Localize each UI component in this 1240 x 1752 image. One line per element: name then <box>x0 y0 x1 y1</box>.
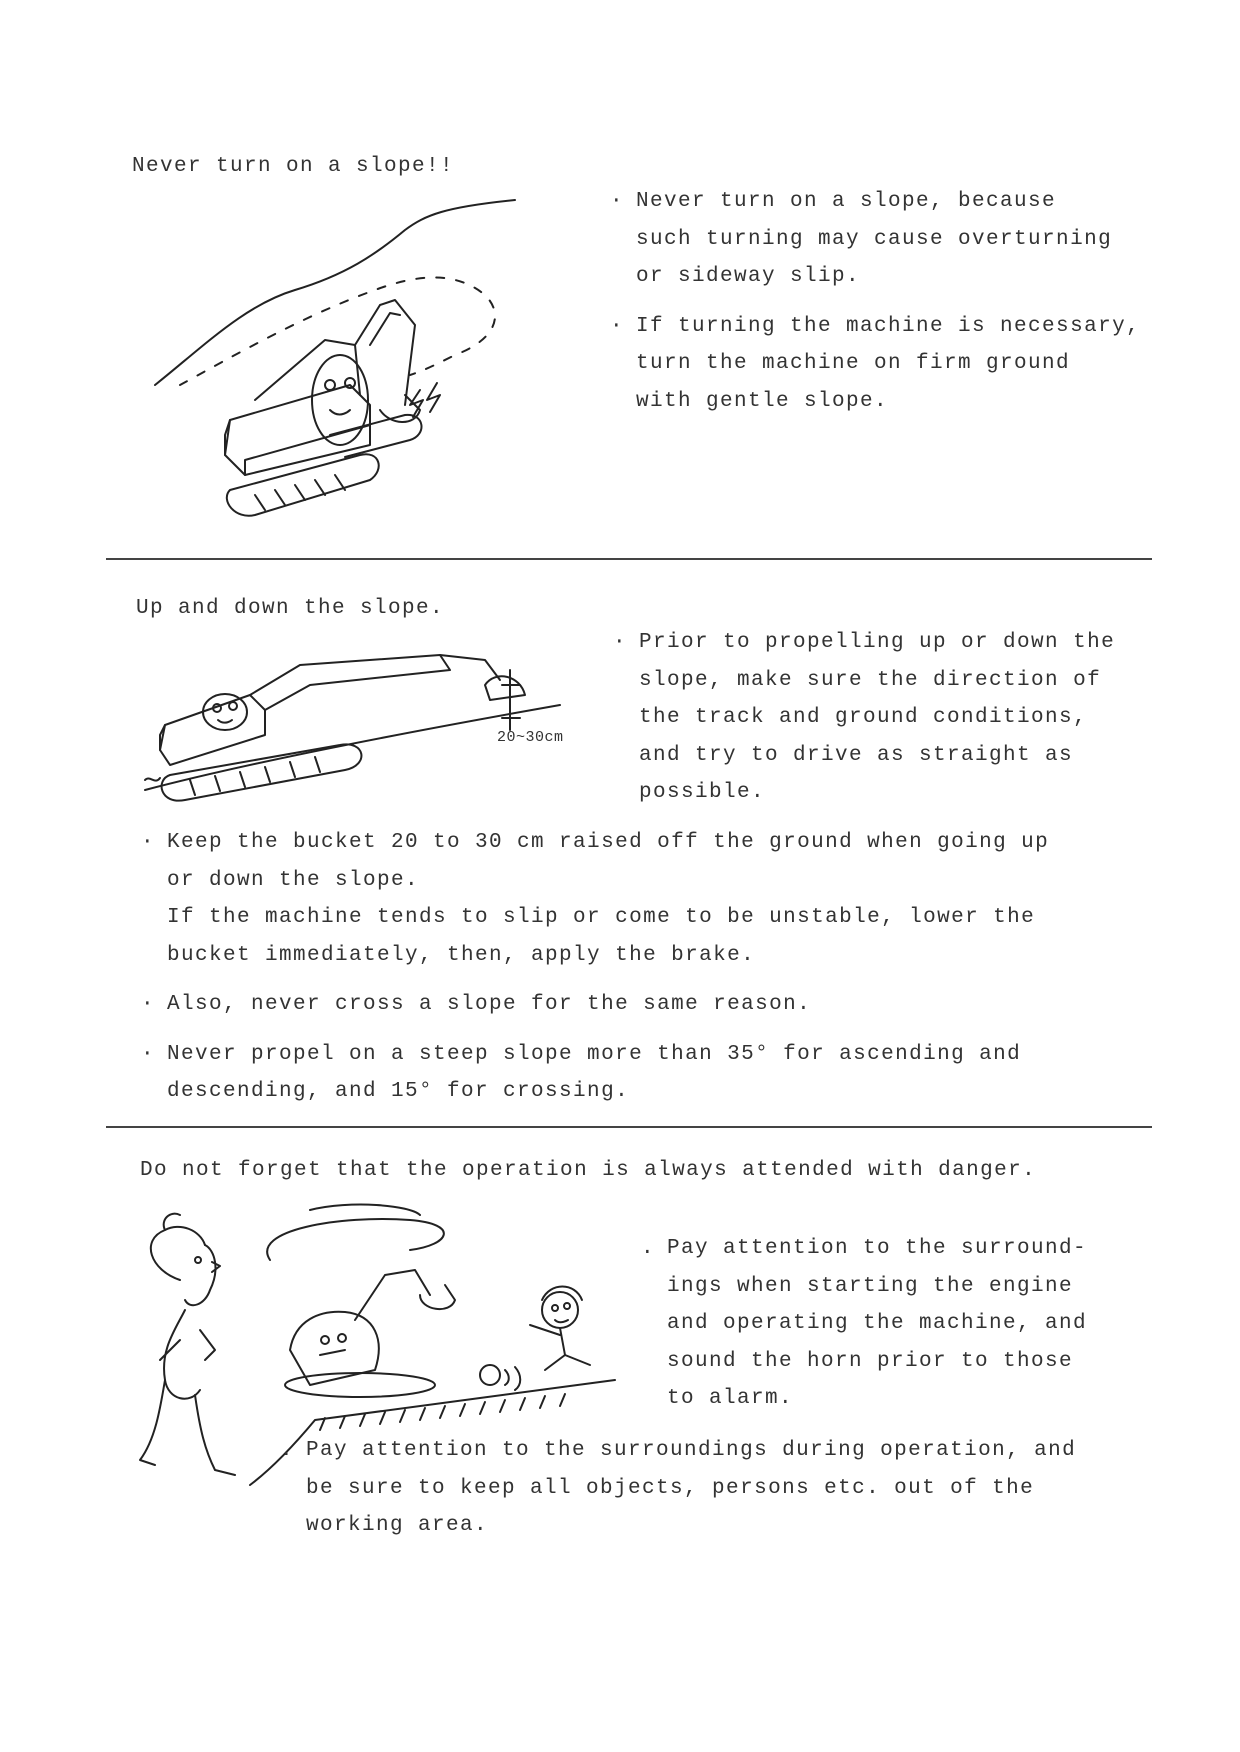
bullet-text: Keep the bucket 20 to 30 cm raised off the ground when going up or down the slope. If the machine tends to slip or come to be unstable, lower the bucket immediately, then, apply the brake. <box>167 831 1050 967</box>
running-woman <box>140 1214 235 1475</box>
bullet-text: Also, never cross a slope for the same reason. <box>167 993 812 1016</box>
section3-title: Do not forget that the operation is always attended with danger. <box>140 1159 1037 1182</box>
section-divider <box>106 1126 1152 1128</box>
bullet-text: Prior to propelling up or down the slope, make sure the direction of the track and ground conditions, and try to drive as straight as possible. <box>639 631 1116 804</box>
section2-bullets <box>141 824 1207 1123</box>
bullet-symbol: · <box>141 1042 156 1066</box>
bullet-item <box>613 624 1199 812</box>
bullet-symbol: · <box>141 993 156 1016</box>
bullet-symbol: · <box>613 631 628 654</box>
bullet-text: If turning the machine is necessary, turn the machine on firm ground with gentle slope. <box>636 314 1141 413</box>
bullet-item <box>610 308 1196 421</box>
excavator-slope-illustration <box>140 640 600 800</box>
bullet-symbol: . <box>280 1439 295 1462</box>
bullet-text: Never turn on a slope, because such turning may cause overturning or sideway slip. <box>636 190 1113 288</box>
bullet-text: Pay attention to the surround- ings when starting the engine and operating the machine, and sound the horn prior to those to alarm. <box>667 1237 1088 1410</box>
bullet-symbol: · <box>610 314 625 338</box>
excavator-turning-illustration <box>145 195 545 525</box>
bullet-item <box>641 1230 1187 1418</box>
section3-lower-bullets <box>280 1432 1186 1557</box>
bullet-item <box>280 1432 1186 1545</box>
section2-title: Up and down the slope. <box>136 597 445 620</box>
section-divider <box>106 558 1152 560</box>
section1-title: Never turn on a slope!! <box>132 155 455 178</box>
section2-right-bullets <box>613 624 1199 824</box>
bullet-symbol: . <box>641 1237 656 1260</box>
bullet-symbol: · <box>610 190 625 213</box>
bullet-item <box>141 824 1207 974</box>
bullet-text: Pay attention to the surroundings during operation, and be sure to keep all objects, persons etc. out of the working area. <box>306 1439 1077 1537</box>
turn-path-dots <box>180 278 495 386</box>
bullet-item <box>610 183 1196 296</box>
bullet-item <box>141 1036 1207 1111</box>
section1-bullets <box>610 183 1196 432</box>
bullet-text: Never propel on a steep slope more than 35° for ascending and descending, and 15° for crossing. <box>167 1042 1022 1103</box>
bullet-item <box>141 986 1207 1024</box>
section3-right-bullets <box>641 1230 1187 1430</box>
bullet-symbol: · <box>141 831 156 854</box>
bucket-height-label: 20~30cm <box>497 729 564 746</box>
